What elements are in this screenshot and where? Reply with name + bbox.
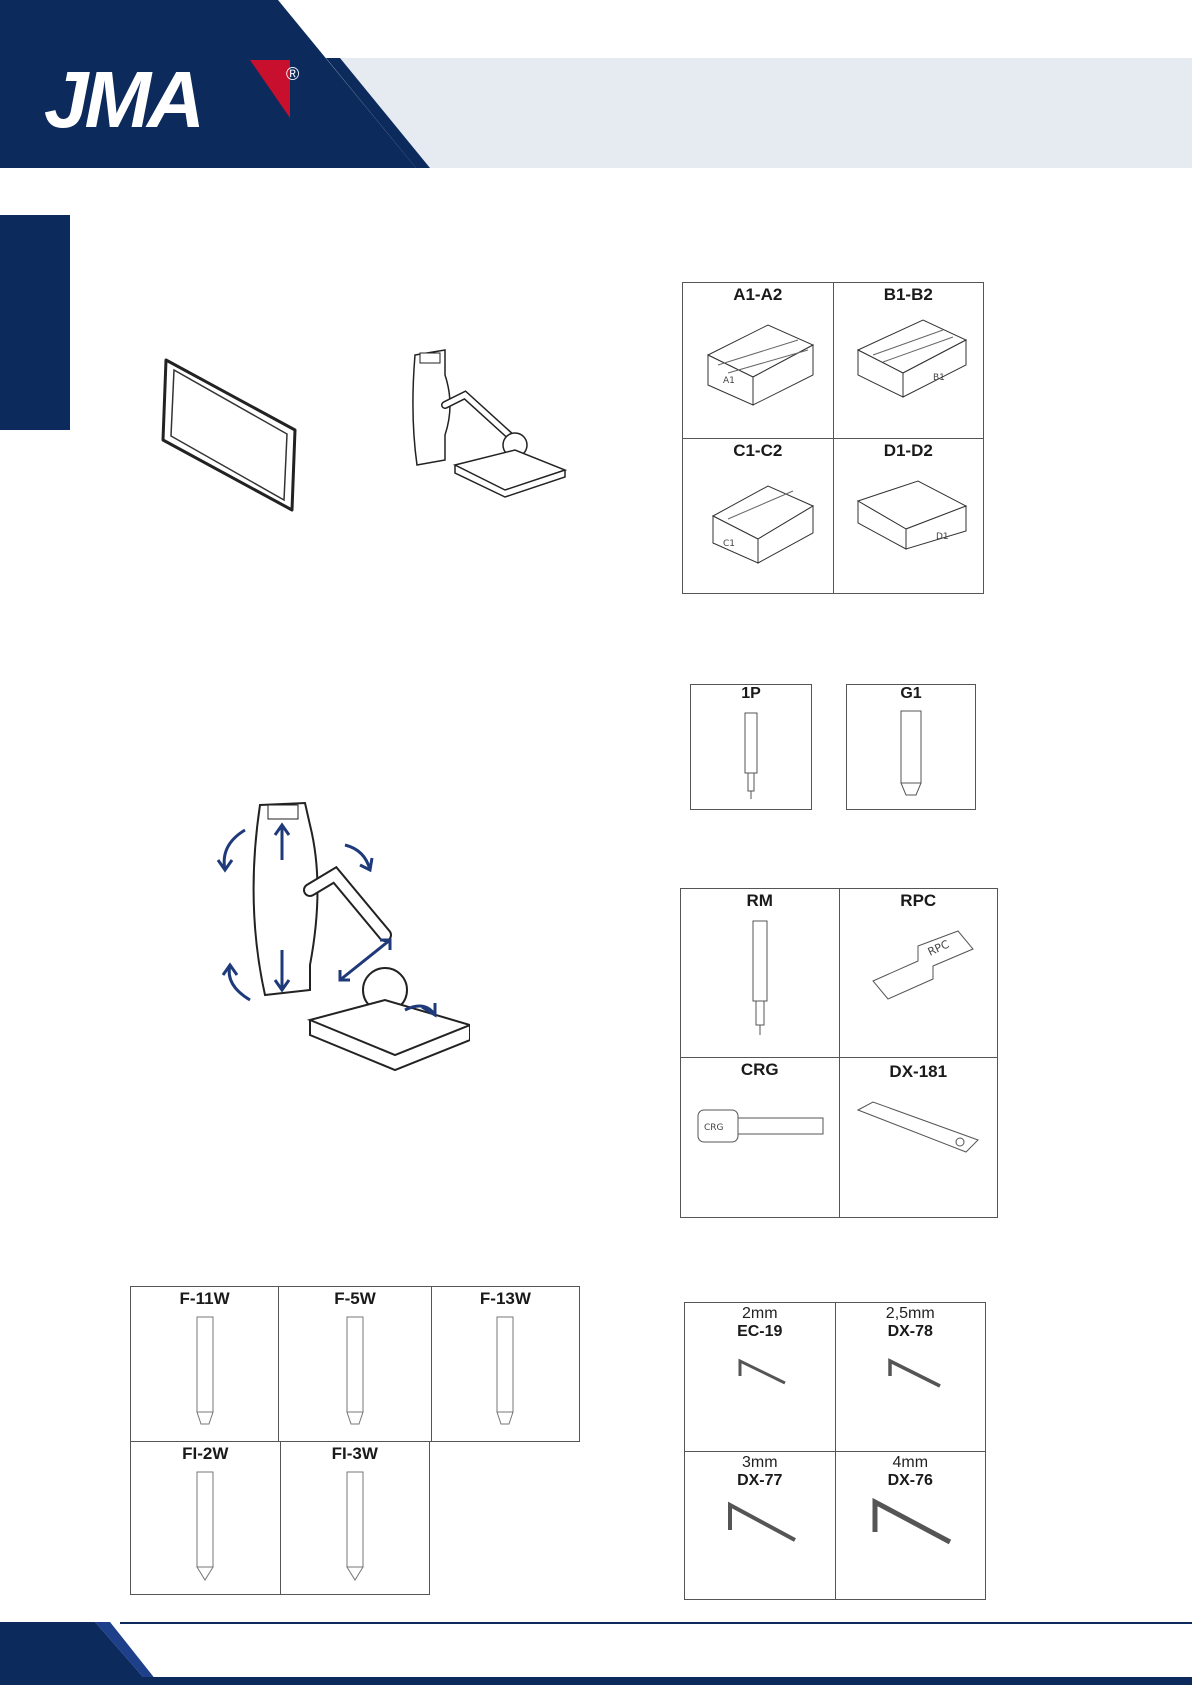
clamps-grid [682, 282, 984, 594]
tablet-illustration [160, 350, 310, 520]
svg-text:RPC: RPC [926, 937, 952, 959]
cutter-cell [279, 1287, 432, 1442]
hex-key-size: 2,5mm [885, 1305, 935, 1322]
cutter-cell [431, 1287, 579, 1442]
clamp-cell [683, 438, 834, 594]
hex-key-size: 3mm [741, 1453, 778, 1471]
hex-key-size: 2mm [741, 1305, 778, 1322]
clamp-label: B1-B2 [883, 285, 933, 304]
svg-text:C1: C1 [722, 538, 735, 549]
hex-key-4mm-icon [860, 1490, 960, 1550]
cutters-grid-bottom [130, 1441, 430, 1595]
clamp-cell [833, 283, 984, 439]
accessory-label: RPC [900, 891, 937, 910]
cutter-label: F-11W [179, 1289, 230, 1308]
tracer-1p-icon [731, 703, 771, 803]
svg-text:B1: B1 [933, 373, 946, 383]
cutter-label: FI-3W [331, 1444, 378, 1463]
dx181-plate-icon [848, 1080, 988, 1180]
hex-keys-grid [684, 1302, 986, 1600]
brand-logo: JMA [44, 55, 201, 144]
footer-line [120, 1622, 1192, 1624]
crg-gauge-icon [690, 1080, 830, 1180]
registered-mark: ® [286, 64, 300, 84]
accessory-label: DX-181 [889, 1061, 948, 1081]
cutter-fi3w-icon [335, 1464, 375, 1584]
cutter-label: FI-2W [182, 1444, 229, 1463]
hex-key-cell [685, 1451, 836, 1600]
cutter-f5w-icon [335, 1309, 375, 1429]
tablet-stand-illustration [405, 345, 585, 505]
cutter-f13w-icon [485, 1309, 525, 1429]
cutter-cell [131, 1442, 281, 1595]
clamp-label: C1-C2 [733, 440, 783, 460]
footer-corner [0, 1622, 160, 1685]
tracer-g1-icon [891, 703, 931, 803]
clamp-a1-icon [698, 305, 818, 415]
tracer-1p-box [690, 684, 812, 810]
hex-key-cell [835, 1451, 986, 1600]
accessory-cell [839, 889, 998, 1058]
clamp-cell [683, 283, 834, 439]
tracer-label: G1 [900, 685, 922, 702]
accessories-grid [680, 888, 998, 1218]
svg-text:D1: D1 [936, 531, 949, 542]
svg-text:A1: A1 [722, 376, 735, 386]
hex-key-code: DX-76 [887, 1471, 933, 1489]
svg-text:CRG: CRG [703, 1122, 724, 1133]
clamp-label: A1-A2 [733, 285, 783, 304]
hex-key-2mm-icon [720, 1341, 800, 1401]
tracer-label: 1P [741, 685, 761, 702]
cutters-grid-top [130, 1286, 580, 1442]
clamp-d1-icon [848, 461, 968, 571]
cutter-cell [280, 1442, 430, 1595]
accessory-cell [681, 1057, 840, 1217]
tablet-stand-adjust-illustration [210, 795, 470, 1080]
tracer-g1-box [846, 684, 976, 810]
hex-key-cell [685, 1303, 836, 1452]
clamp-cell [833, 438, 984, 594]
hex-key-25mm-icon [870, 1341, 950, 1401]
clamp-label: D1-D2 [883, 440, 933, 460]
footer-strip [0, 1677, 1192, 1685]
hex-key-cell [835, 1303, 986, 1452]
hex-key-code: DX-78 [887, 1323, 933, 1340]
hex-key-3mm-icon [715, 1490, 805, 1550]
cutter-cell [131, 1287, 279, 1442]
clamp-b1-icon [848, 305, 968, 415]
accessory-label: CRG [740, 1059, 779, 1079]
hex-key-size: 4mm [892, 1453, 929, 1471]
accessory-cell [839, 1057, 998, 1217]
rm-tracer-icon [730, 911, 790, 1041]
cutter-label: F-13W [479, 1289, 531, 1308]
cutter-f11w-icon [185, 1309, 225, 1429]
hex-key-code: DX-77 [737, 1471, 783, 1489]
cutter-fi2w-icon [185, 1464, 225, 1584]
hex-key-code: EC-19 [737, 1323, 783, 1340]
clamp-c1-icon [698, 461, 818, 571]
accessory-cell [681, 889, 840, 1058]
accessory-label: RM [746, 891, 773, 910]
cutter-label: F-5W [334, 1289, 376, 1308]
rpc-gauge-icon [858, 911, 978, 1011]
section-tab [0, 215, 70, 430]
